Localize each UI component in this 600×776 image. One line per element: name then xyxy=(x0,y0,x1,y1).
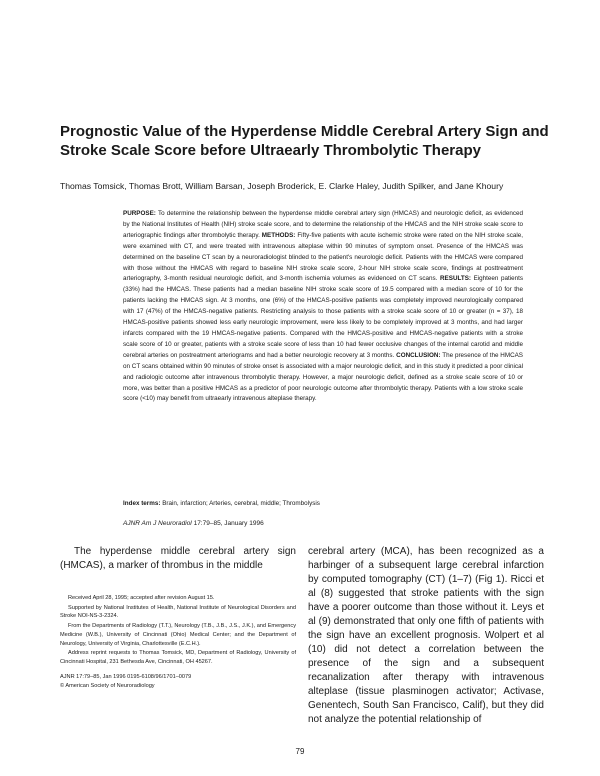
article-title xyxy=(60,122,560,160)
footnote-reprints: Address reprint requests to Thomas Tomsick, MD, Department of Radiology, University of Cincinnati Hospital, 231 Bethesda Ave, Cincinnati, OH 45267. xyxy=(60,650,296,665)
journal-name: AJNR Am J Neuroradiol xyxy=(123,520,192,527)
journal-citation xyxy=(123,520,523,527)
abstract xyxy=(123,209,523,405)
purpose-text: To determine the relationship between the hyperdense middle cerebral artery sign (HMCAS) and neurologic deficit, as evidenced by the National Institutes of Health (NIH) stroke scale score, and to determine the relationship of the HMCAS and the NIH stroke scale score to arteriographic findings after thrombolytic therapy. xyxy=(123,210,523,239)
results-text: Eighteen patients (33%) had the HMCAS. These patients had a median baseline NIH stroke scale score of 19.5 compared with a median score of 10 for the patients lacking the HMCAS sign. At 3 months, one (6%) of the HMCAS-positive patients was completely improved neurologically compared with 17 (47%) of the HMCAS-negative patients. Restricting analysis to those patients with a stroke scale score of 10 or greater (n = 37), 18 HMCAS-positive patients showed less early neurologic improvement, were less likely to be completely improved at 3 months, and had larger infarcts compared with the 19 HMCAS-negative patients. Compared with the HMCAS-positive and HMCAS-negative patients with a stroke scale score of 10 or greater, patients with a stroke scale score of less than 10 had fewer occlusive changes of the internal carotid and middle cerebral arteries on postreatment arteriograms and had a better neurologic recovery at 3 months. xyxy=(123,275,524,359)
index-terms-label: Index terms: xyxy=(123,500,161,507)
intro-paragraph-right: cerebral artery (MCA), has been recognized as a harbinger of a subsequent large cerebral infarction by computed tomography (CT) (1–7) (Fig 1). Ricci et al (8) suggested that stroke patients with the sign have a poorer outcome than those without it. Leys et al (9) demonstrated that only one fifth of patients with the sign have an excellent prognosis. Wolpert et al (10) did not detect a correlation between the presence of the sign and a subsequent recanalization after therapy with intravenous alteplase (tissue plasminogen activator; Activase, Genentech, South San Francisco, Calif), but they did not analyze the potential relationship of xyxy=(308,546,544,725)
page-number: 79 xyxy=(295,747,305,756)
article-title-line-1: Prognostic Value of the Hyperdense Middle Cerebral Artery Sign and xyxy=(60,123,549,140)
purpose-label: PURPOSE: xyxy=(123,210,156,217)
conclusion-text: The presence of the HMCAS on CT scans obtained within 90 minutes of stroke onset is associated with a major neurologic deficit, and in this study it predicted a poor clinical and radiologic outcome after intravenous thrombolytic therapy. However, a major neurologic deficit, defined as a stroke scale score of 10 or more, was better than a positive HMCAS as a predictor of poor neurologic outcome after thrombolytic therapy. Patients with a low stroke scale score (<10) may benefit from ultraearly intravenous alteplase therapy. xyxy=(123,351,524,403)
author-list: Thomas Tomsick, Thomas Brott, William Barsan, Joseph Broderick, E. Clarke Haley, Judith Spilker, and Jane Khoury xyxy=(60,181,504,191)
citation-details: 17:79–85, January 1996 xyxy=(193,520,264,527)
results-label: RESULTS: xyxy=(440,275,472,283)
article-title-line-2: Stroke Scale Score before Ultraearly Thrombolytic Therapy xyxy=(60,142,481,159)
index-terms-text: Brain, infarction; Arteries, cerebral, middle; Thrombolysis xyxy=(162,500,320,507)
footnote-support: Supported by National Institutes of Health, National Institute of Neurological Disorders and Stroke NOI-NS-3-2324. xyxy=(60,604,296,620)
index-terms xyxy=(123,500,523,507)
footnotes xyxy=(60,594,296,692)
intro-paragraph-left: The hyperdense middle cerebral artery sign (HMCAS), a marker of thrombus in the middle xyxy=(60,546,296,571)
conclusion-label: CONCLUSION: xyxy=(396,351,441,359)
footnote-issue: AJNR 17:79–85, Jan 1996 0195-6108/96/1701–0079 xyxy=(60,673,192,680)
footnote-copyright: © American Society of Neuroradiology xyxy=(60,683,155,690)
footnote-received: Received April 28, 1995; accepted after revision August 15. xyxy=(68,595,215,601)
methods-text: Fifty-five patients with acute ischemic stroke were rated on the NIH stroke scale, were examined with CT, and were treated with intravenous alteplase within 90 minutes of symptom onset. Presence of the HMCAS was determined on the baseline CT scan by a neuroradiologist blinded to the patient's neurologic deficit. Patients with the HMCAS were compared with those without the HMCAS with regard to baseline NIH stroke scale score, 2-hour NIH stroke scale score, findings at posttreatment arteriography, 3-month residual neurologic deficit, and 3-month ischemia volumes as evidenced on CT scans. xyxy=(123,231,523,283)
footnote-departments: From the Departments of Radiology (T.T.), Neurology (T.B., J.B., J.S., J.K.), and Emergency Medicine (W.B.), University of Cincinnati (Ohio) Medical Center; and the Department of Neurology, University of Virginia, Charlottesville (E.C.H.). xyxy=(60,623,296,647)
methods-label: METHODS: xyxy=(261,231,296,239)
